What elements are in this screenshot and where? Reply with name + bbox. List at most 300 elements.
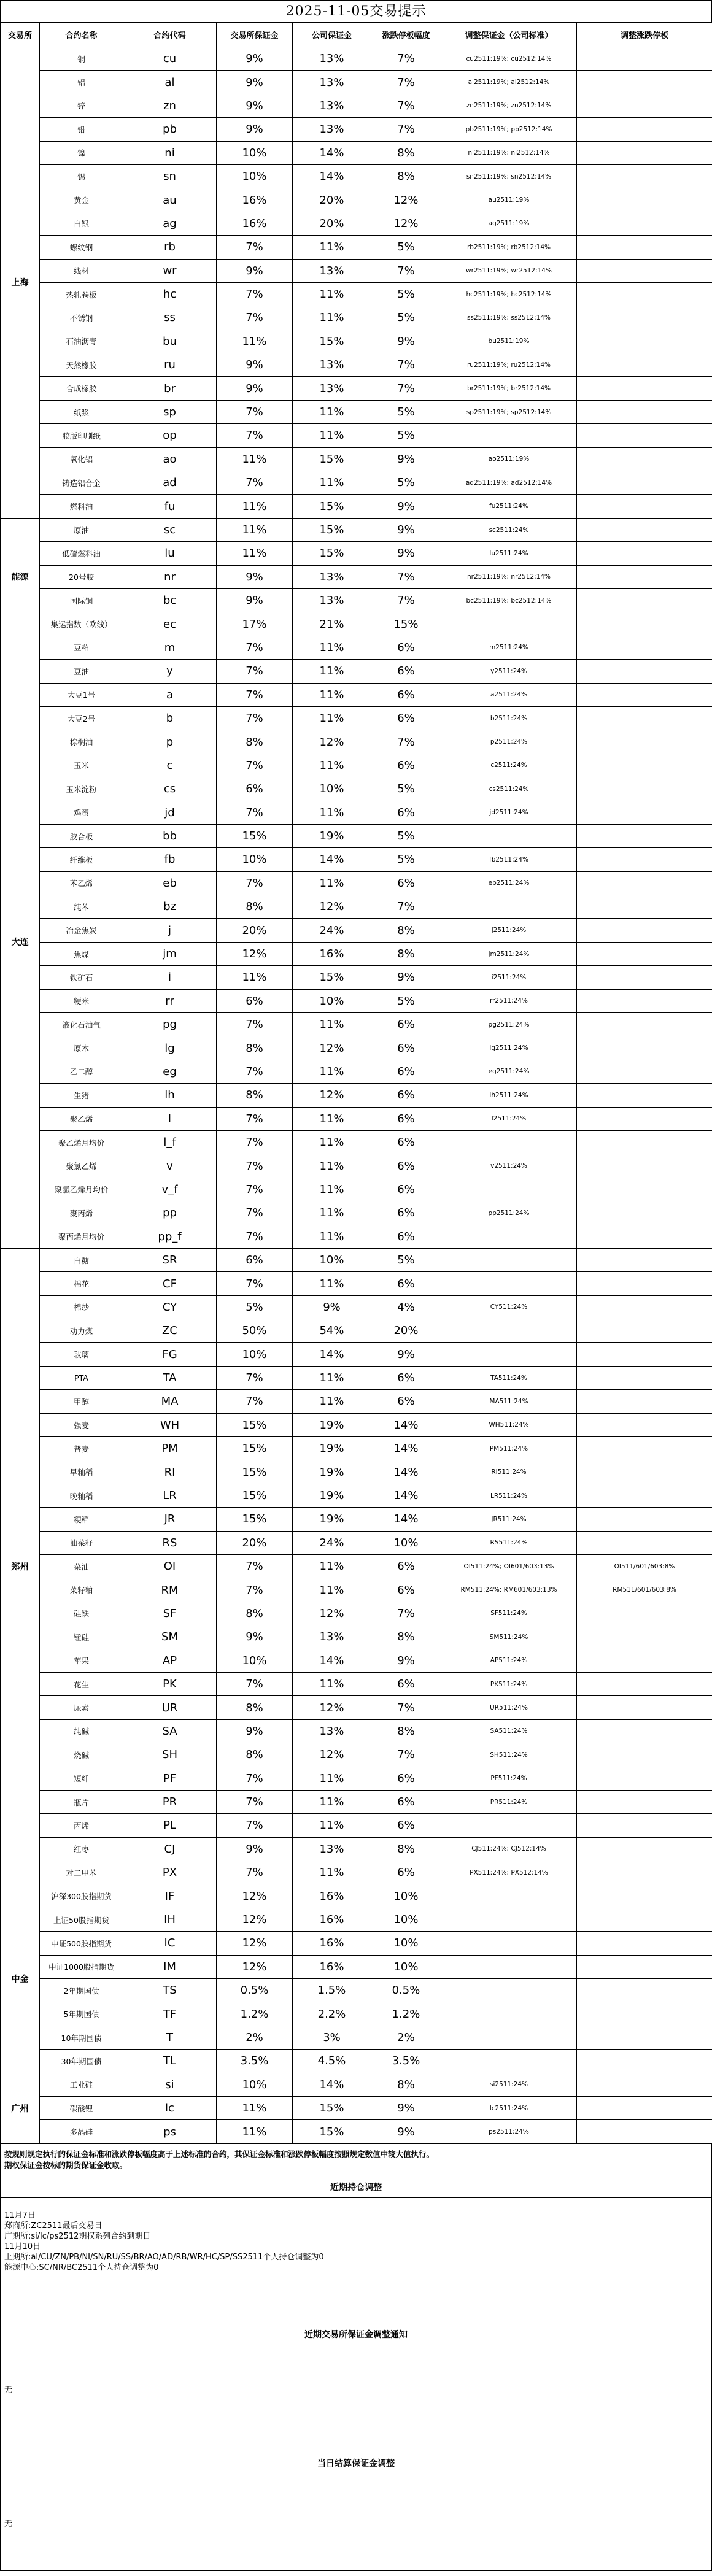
contract-code-cell: SH bbox=[123, 1743, 217, 1767]
exchange-margin-cell: 8% bbox=[217, 895, 293, 919]
price-limit-cell: 9% bbox=[371, 966, 441, 989]
adjusted-margin-cell: pg2511:24% bbox=[441, 1013, 577, 1036]
table-row bbox=[1, 660, 712, 683]
contract-name-cell: 动力煤 bbox=[40, 1319, 123, 1343]
contract-name-cell: 不锈钢 bbox=[40, 306, 123, 330]
price-limit-cell: 14% bbox=[371, 1413, 441, 1436]
contract-code-cell: SR bbox=[123, 1248, 217, 1271]
exchange-margin-cell: 11% bbox=[217, 330, 293, 353]
exchange-margin-cell: 7% bbox=[217, 1107, 293, 1130]
table-row bbox=[1, 1861, 712, 1884]
table-row bbox=[1, 495, 712, 518]
contract-name-cell: 碳酸锂 bbox=[40, 2096, 123, 2119]
adjusted-limit-cell bbox=[577, 1084, 712, 1107]
company-margin-cell: 12% bbox=[293, 1084, 371, 1107]
contract-code-cell: hc bbox=[123, 282, 217, 306]
company-margin-cell: 11% bbox=[293, 1178, 371, 1201]
contract-code-cell: nr bbox=[123, 565, 217, 588]
price-limit-cell: 5% bbox=[371, 471, 441, 495]
contract-name-cell: 合成橡胶 bbox=[40, 377, 123, 400]
contract-name-cell: 纯碱 bbox=[40, 1719, 123, 1743]
contract-code-cell: RM bbox=[123, 1578, 217, 1602]
adjusted-margin-cell: sn2511:19%; sn2512:14% bbox=[441, 164, 577, 188]
adjusted-margin-cell: lh2511:24% bbox=[441, 1084, 577, 1107]
adjusted-margin-cell bbox=[441, 1814, 577, 1837]
contract-code-cell: si bbox=[123, 2073, 217, 2096]
exchange-margin-cell: 9% bbox=[217, 71, 293, 94]
contract-code-cell: IM bbox=[123, 1955, 217, 1978]
adjusted-margin-cell: CY511:24% bbox=[441, 1295, 577, 1319]
contract-code-cell: lg bbox=[123, 1036, 217, 1060]
company-margin-cell: 11% bbox=[293, 1555, 371, 1578]
company-margin-cell: 11% bbox=[293, 1861, 371, 1884]
adjusted-limit-cell bbox=[577, 212, 712, 235]
price-limit-cell: 9% bbox=[371, 2120, 441, 2143]
exchange-margin-cell: 10% bbox=[217, 164, 293, 188]
contract-code-cell: CY bbox=[123, 1295, 217, 1319]
recent-line: 郑商所:ZC2511最后交易日 bbox=[4, 2221, 103, 2231]
exchange-adjust-content bbox=[0, 2345, 712, 2431]
adjusted-margin-cell: al2511:19%; al2512:14% bbox=[441, 71, 577, 94]
table-row bbox=[1, 1884, 712, 1908]
company-margin-cell: 11% bbox=[293, 754, 371, 777]
company-margin-cell: 54% bbox=[293, 1319, 371, 1343]
exchange-margin-cell: 6% bbox=[217, 989, 293, 1012]
settle-adjust-content bbox=[0, 2474, 712, 2571]
contract-name-cell: 螺纹钢 bbox=[40, 236, 123, 259]
company-margin-cell: 15% bbox=[293, 542, 371, 565]
company-margin-cell: 12% bbox=[293, 1036, 371, 1060]
price-limit-cell: 8% bbox=[371, 141, 441, 164]
exchange-margin-cell: 11% bbox=[217, 495, 293, 518]
table-row bbox=[1, 1790, 712, 1813]
price-limit-cell: 6% bbox=[371, 683, 441, 706]
table-row bbox=[1, 1366, 712, 1389]
contract-name-cell: 聚氯乙烯月均价 bbox=[40, 1178, 123, 1201]
exchange-cell: 中金 bbox=[1, 1884, 40, 2073]
price-limit-cell: 7% bbox=[371, 895, 441, 919]
contract-name-cell: 多晶硅 bbox=[40, 2120, 123, 2143]
adjusted-margin-cell: ag2511:19% bbox=[441, 212, 577, 235]
company-margin-cell: 4.5% bbox=[293, 2050, 371, 2073]
company-margin-cell: 11% bbox=[293, 282, 371, 306]
price-limit-cell: 10% bbox=[371, 1932, 441, 1955]
contract-name-cell: 氧化铝 bbox=[40, 447, 123, 471]
contract-code-cell: RS bbox=[123, 1531, 217, 1554]
contract-code-cell: WH bbox=[123, 1413, 217, 1436]
company-margin-cell: 11% bbox=[293, 706, 371, 730]
adjusted-limit-cell bbox=[577, 94, 712, 117]
contract-name-cell: 苯乙烯 bbox=[40, 871, 123, 895]
table-row bbox=[1, 542, 712, 565]
price-limit-cell: 9% bbox=[371, 330, 441, 353]
table-row bbox=[1, 706, 712, 730]
exchange-margin-cell: 6% bbox=[217, 1248, 293, 1271]
exchange-margin-cell: 11% bbox=[217, 2120, 293, 2143]
adjusted-limit-cell bbox=[577, 1884, 712, 1908]
exchange-margin-cell: 1.2% bbox=[217, 2002, 293, 2026]
exchange-margin-cell: 7% bbox=[217, 1201, 293, 1225]
contract-name-cell: 尿素 bbox=[40, 1696, 123, 1719]
adjusted-margin-cell: CJ511:24%; CJ512:14% bbox=[441, 1837, 577, 1861]
company-margin-cell: 11% bbox=[293, 636, 371, 659]
contract-code-cell: CJ bbox=[123, 1837, 217, 1861]
company-margin-cell: 11% bbox=[293, 1225, 371, 1248]
table-row bbox=[1, 1837, 712, 1861]
adjusted-limit-cell bbox=[577, 259, 712, 282]
contract-name-cell: 锡 bbox=[40, 164, 123, 188]
table-row bbox=[1, 1649, 712, 1672]
adjusted-limit-cell bbox=[577, 683, 712, 706]
contract-name-cell: 强麦 bbox=[40, 1413, 123, 1436]
table-row bbox=[1, 282, 712, 306]
contract-name-cell: 中证500股指期货 bbox=[40, 1932, 123, 1955]
table-row bbox=[1, 471, 712, 495]
adjusted-limit-cell bbox=[577, 424, 712, 447]
price-limit-cell: 6% bbox=[371, 1036, 441, 1060]
exchange-margin-cell: 7% bbox=[217, 424, 293, 447]
price-limit-cell: 4% bbox=[371, 1295, 441, 1319]
adjusted-margin-cell bbox=[441, 1178, 577, 1201]
exchange-margin-cell: 7% bbox=[217, 683, 293, 706]
price-limit-cell: 6% bbox=[371, 660, 441, 683]
table-row bbox=[1, 636, 712, 659]
contract-code-cell: eb bbox=[123, 871, 217, 895]
price-limit-cell: 7% bbox=[371, 94, 441, 117]
exchange-margin-cell: 12% bbox=[217, 1908, 293, 1931]
contract-name-cell: 工业硅 bbox=[40, 2073, 123, 2096]
exchange-margin-cell: 7% bbox=[217, 1672, 293, 1695]
contract-code-cell: a bbox=[123, 683, 217, 706]
adjusted-limit-cell bbox=[577, 1437, 712, 1460]
price-limit-cell: 5% bbox=[371, 400, 441, 423]
adjusted-limit-cell bbox=[577, 377, 712, 400]
contract-code-cell: b bbox=[123, 706, 217, 730]
contract-name-cell: 焦煤 bbox=[40, 942, 123, 965]
table-row bbox=[1, 730, 712, 754]
company-margin-cell: 11% bbox=[293, 683, 371, 706]
contract-code-cell: jm bbox=[123, 942, 217, 965]
exchange-cell: 大连 bbox=[1, 636, 40, 1248]
price-limit-cell: 8% bbox=[371, 2073, 441, 2096]
adjusted-margin-cell: ss2511:19%; ss2512:14% bbox=[441, 306, 577, 330]
exchange-margin-cell: 15% bbox=[217, 1484, 293, 1507]
adjusted-limit-cell bbox=[577, 1696, 712, 1719]
table-row bbox=[1, 1390, 712, 1413]
company-margin-cell: 13% bbox=[293, 1837, 371, 1861]
price-limit-cell: 9% bbox=[371, 2096, 441, 2119]
contract-code-cell: fu bbox=[123, 495, 217, 518]
adjusted-margin-cell bbox=[441, 1955, 577, 1978]
company-margin-cell: 12% bbox=[293, 1696, 371, 1719]
adjusted-limit-cell bbox=[577, 1719, 712, 1743]
adjusted-margin-cell: m2511:24% bbox=[441, 636, 577, 659]
contract-code-cell: ao bbox=[123, 447, 217, 471]
adjusted-limit-cell bbox=[577, 1154, 712, 1178]
exchange-margin-cell: 9% bbox=[217, 565, 293, 588]
adjusted-limit-cell bbox=[577, 895, 712, 919]
price-limit-cell: 6% bbox=[371, 1154, 441, 1178]
contract-code-cell: SF bbox=[123, 1602, 217, 1625]
margin-table bbox=[0, 22, 712, 2144]
price-limit-cell: 8% bbox=[371, 942, 441, 965]
company-margin-cell: 1.5% bbox=[293, 1979, 371, 2002]
adjusted-margin-cell: eb2511:24% bbox=[441, 871, 577, 895]
adjusted-limit-cell bbox=[577, 495, 712, 518]
table-row bbox=[1, 236, 712, 259]
company-margin-cell: 2.2% bbox=[293, 2002, 371, 2026]
company-margin-cell: 24% bbox=[293, 1531, 371, 1554]
price-limit-cell: 9% bbox=[371, 518, 441, 541]
company-margin-cell: 19% bbox=[293, 1460, 371, 1484]
price-limit-cell: 6% bbox=[371, 1130, 441, 1154]
contract-code-cell: bc bbox=[123, 588, 217, 612]
adjusted-margin-cell bbox=[441, 824, 577, 847]
contract-name-cell: 生猪 bbox=[40, 1084, 123, 1107]
table-row bbox=[1, 2073, 712, 2096]
adjusted-margin-cell: cu2511:19%; cu2512:14% bbox=[441, 47, 577, 71]
company-margin-cell: 11% bbox=[293, 1154, 371, 1178]
contract-code-cell: IC bbox=[123, 1932, 217, 1955]
exchange-margin-cell: 20% bbox=[217, 919, 293, 942]
exchange-margin-cell: 12% bbox=[217, 1932, 293, 1955]
exchange-margin-cell: 7% bbox=[217, 1272, 293, 1295]
table-row bbox=[1, 1248, 712, 1271]
table-row bbox=[1, 1814, 712, 1837]
contract-name-cell: 5年期国债 bbox=[40, 2002, 123, 2026]
contract-code-cell: cs bbox=[123, 777, 217, 801]
company-margin-cell: 15% bbox=[293, 330, 371, 353]
adjusted-limit-cell bbox=[577, 801, 712, 824]
contract-name-cell: 鸡蛋 bbox=[40, 801, 123, 824]
contract-code-cell: ec bbox=[123, 612, 217, 636]
contract-code-cell: au bbox=[123, 188, 217, 212]
contract-code-cell: ad bbox=[123, 471, 217, 495]
exchange-margin-cell: 7% bbox=[217, 1154, 293, 1178]
company-margin-cell: 14% bbox=[293, 848, 371, 871]
table-row bbox=[1, 1178, 712, 1201]
exchange-adjust-title: 近期交易所保证金调整通知 bbox=[0, 2324, 712, 2345]
exchange-margin-cell: 8% bbox=[217, 1743, 293, 1767]
company-margin-cell: 14% bbox=[293, 1343, 371, 1366]
contract-code-cell: lh bbox=[123, 1084, 217, 1107]
contract-name-cell: 花生 bbox=[40, 1672, 123, 1695]
table-row bbox=[1, 259, 712, 282]
company-margin-cell: 12% bbox=[293, 730, 371, 754]
exchange-margin-cell: 12% bbox=[217, 1955, 293, 1978]
price-limit-cell: 7% bbox=[371, 565, 441, 588]
contract-code-cell: ru bbox=[123, 353, 217, 377]
adjusted-margin-cell: PX511:24%; PX512:14% bbox=[441, 1861, 577, 1884]
adjusted-margin-cell: ao2511:19% bbox=[441, 447, 577, 471]
adjusted-limit-cell bbox=[577, 777, 712, 801]
company-margin-cell: 11% bbox=[293, 400, 371, 423]
adjusted-margin-cell bbox=[441, 895, 577, 919]
table-row bbox=[1, 871, 712, 895]
contract-name-cell: 聚丙烯 bbox=[40, 1201, 123, 1225]
contract-code-cell: PM bbox=[123, 1437, 217, 1460]
price-limit-cell: 7% bbox=[371, 730, 441, 754]
exchange-margin-cell: 8% bbox=[217, 1602, 293, 1625]
contract-name-cell: 上证50股指期货 bbox=[40, 1908, 123, 1931]
settle-adjust-title: 当日结算保证金调整 bbox=[0, 2453, 712, 2474]
table-row bbox=[1, 518, 712, 541]
table-row bbox=[1, 306, 712, 330]
price-limit-cell: 9% bbox=[371, 542, 441, 565]
price-limit-cell: 6% bbox=[371, 1861, 441, 1884]
company-margin-cell: 15% bbox=[293, 447, 371, 471]
price-limit-cell: 7% bbox=[371, 1743, 441, 1767]
adjusted-margin-cell: y2511:24% bbox=[441, 660, 577, 683]
adjusted-limit-cell bbox=[577, 400, 712, 423]
contract-code-cell: ss bbox=[123, 306, 217, 330]
contract-name-cell: 晚籼稻 bbox=[40, 1484, 123, 1507]
contract-name-cell: 玉米 bbox=[40, 754, 123, 777]
recent-line: 11月10日 bbox=[4, 2242, 41, 2251]
table-row bbox=[1, 400, 712, 423]
contract-code-cell: bu bbox=[123, 330, 217, 353]
contract-name-cell: 锌 bbox=[40, 94, 123, 117]
adjusted-limit-cell bbox=[577, 1060, 712, 1083]
adjusted-limit-cell bbox=[577, 188, 712, 212]
adjusted-limit-cell bbox=[577, 1484, 712, 1507]
company-margin-cell: 11% bbox=[293, 424, 371, 447]
exchange-margin-cell: 9% bbox=[217, 94, 293, 117]
company-margin-cell: 11% bbox=[293, 471, 371, 495]
price-limit-cell: 5% bbox=[371, 777, 441, 801]
exchange-margin-cell: 8% bbox=[217, 730, 293, 754]
adjusted-limit-cell bbox=[577, 1861, 712, 1884]
adjusted-margin-cell: fu2511:24% bbox=[441, 495, 577, 518]
table-row bbox=[1, 1084, 712, 1107]
contract-name-cell: PTA bbox=[40, 1366, 123, 1389]
price-limit-cell: 7% bbox=[371, 1696, 441, 1719]
price-limit-cell: 2% bbox=[371, 2026, 441, 2049]
table-row bbox=[1, 1696, 712, 1719]
table-row bbox=[1, 1767, 712, 1790]
table-row bbox=[1, 1719, 712, 1743]
adjusted-margin-cell: zn2511:19%; zn2512:14% bbox=[441, 94, 577, 117]
table-row bbox=[1, 212, 712, 235]
recent-line: 11月7日 bbox=[4, 2210, 36, 2220]
adjusted-limit-cell bbox=[577, 118, 712, 141]
contract-code-cell: RI bbox=[123, 1460, 217, 1484]
adjusted-limit-cell bbox=[577, 471, 712, 495]
contract-code-cell: SM bbox=[123, 1625, 217, 1649]
contract-code-cell: sn bbox=[123, 164, 217, 188]
adjusted-limit-cell bbox=[577, 1319, 712, 1343]
adjusted-limit-cell bbox=[577, 236, 712, 259]
exchange-margin-cell: 10% bbox=[217, 141, 293, 164]
contract-name-cell: 燃料油 bbox=[40, 495, 123, 518]
company-margin-cell: 20% bbox=[293, 188, 371, 212]
company-margin-cell: 11% bbox=[293, 1107, 371, 1130]
adjusted-margin-cell: PR511:24% bbox=[441, 1790, 577, 1813]
contract-name-cell: 聚乙烯月均价 bbox=[40, 1130, 123, 1154]
header-contract-name: 合约名称 bbox=[40, 23, 123, 47]
contract-name-cell: 棉花 bbox=[40, 1272, 123, 1295]
contract-name-cell: 豆粕 bbox=[40, 636, 123, 659]
exchange-cell: 能源 bbox=[1, 518, 40, 636]
adjusted-limit-cell bbox=[577, 2073, 712, 2096]
table-row bbox=[1, 1319, 712, 1343]
table-row bbox=[1, 824, 712, 847]
table-row bbox=[1, 2050, 712, 2073]
adjusted-margin-cell: wr2511:19%; wr2512:14% bbox=[441, 259, 577, 282]
table-row bbox=[1, 1295, 712, 1319]
price-limit-cell: 7% bbox=[371, 377, 441, 400]
adjusted-limit-cell bbox=[577, 824, 712, 847]
contract-name-cell: 粳稻 bbox=[40, 1508, 123, 1531]
company-margin-cell: 16% bbox=[293, 942, 371, 965]
exchange-margin-cell: 8% bbox=[217, 1036, 293, 1060]
exchange-margin-cell: 7% bbox=[217, 282, 293, 306]
contract-code-cell: IH bbox=[123, 1908, 217, 1931]
price-limit-cell: 5% bbox=[371, 989, 441, 1012]
table-row bbox=[1, 424, 712, 447]
contract-name-cell: 沪深300股指期货 bbox=[40, 1884, 123, 1908]
adjusted-limit-cell bbox=[577, 282, 712, 306]
table-row bbox=[1, 2002, 712, 2026]
header-price-limit: 涨跌停板幅度 bbox=[371, 23, 441, 47]
table-row bbox=[1, 1130, 712, 1154]
table-row bbox=[1, 777, 712, 801]
contract-code-cell: v bbox=[123, 1154, 217, 1178]
adjusted-margin-cell: TA511:24% bbox=[441, 1366, 577, 1389]
price-limit-cell: 1.2% bbox=[371, 2002, 441, 2026]
contract-code-cell: T bbox=[123, 2026, 217, 2049]
adjusted-margin-cell: ni2511:19%; ni2512:14% bbox=[441, 141, 577, 164]
adjusted-limit-cell: RM511/601/603:8% bbox=[577, 1578, 712, 1602]
company-margin-cell: 11% bbox=[293, 1201, 371, 1225]
contract-name-cell: 纤维板 bbox=[40, 848, 123, 871]
contract-name-cell: 棉纱 bbox=[40, 1295, 123, 1319]
section-spacer bbox=[0, 2302, 712, 2324]
price-limit-cell: 6% bbox=[371, 636, 441, 659]
company-margin-cell: 11% bbox=[293, 306, 371, 330]
adjusted-margin-cell: OI511:24%; OI601/603:13% bbox=[441, 1555, 577, 1578]
adjusted-margin-cell: nr2511:19%; nr2512:14% bbox=[441, 565, 577, 588]
table-header-row bbox=[1, 23, 712, 47]
company-margin-cell: 11% bbox=[293, 1130, 371, 1154]
price-limit-cell: 7% bbox=[371, 588, 441, 612]
table-body bbox=[1, 47, 712, 2144]
adjusted-margin-cell: lg2511:24% bbox=[441, 1036, 577, 1060]
recent-position-content bbox=[0, 2198, 712, 2302]
company-margin-cell: 13% bbox=[293, 353, 371, 377]
contract-code-cell: m bbox=[123, 636, 217, 659]
price-limit-cell: 6% bbox=[371, 1366, 441, 1389]
company-margin-cell: 14% bbox=[293, 164, 371, 188]
table-row bbox=[1, 1343, 712, 1366]
adjusted-limit-cell bbox=[577, 919, 712, 942]
exchange-margin-cell: 11% bbox=[217, 518, 293, 541]
contract-code-cell: p bbox=[123, 730, 217, 754]
adjusted-margin-cell: SA511:24% bbox=[441, 1719, 577, 1743]
table-row bbox=[1, 1672, 712, 1695]
contract-name-cell: 铜 bbox=[40, 47, 123, 71]
adjusted-limit-cell bbox=[577, 706, 712, 730]
adjusted-limit-cell bbox=[577, 1979, 712, 2002]
contract-code-cell: lu bbox=[123, 542, 217, 565]
contract-code-cell: v_f bbox=[123, 1178, 217, 1201]
price-limit-cell: 8% bbox=[371, 1719, 441, 1743]
contract-name-cell: 大豆2号 bbox=[40, 706, 123, 730]
contract-code-cell: AP bbox=[123, 1649, 217, 1672]
table-row bbox=[1, 377, 712, 400]
company-margin-cell: 10% bbox=[293, 777, 371, 801]
contract-code-cell: jd bbox=[123, 801, 217, 824]
